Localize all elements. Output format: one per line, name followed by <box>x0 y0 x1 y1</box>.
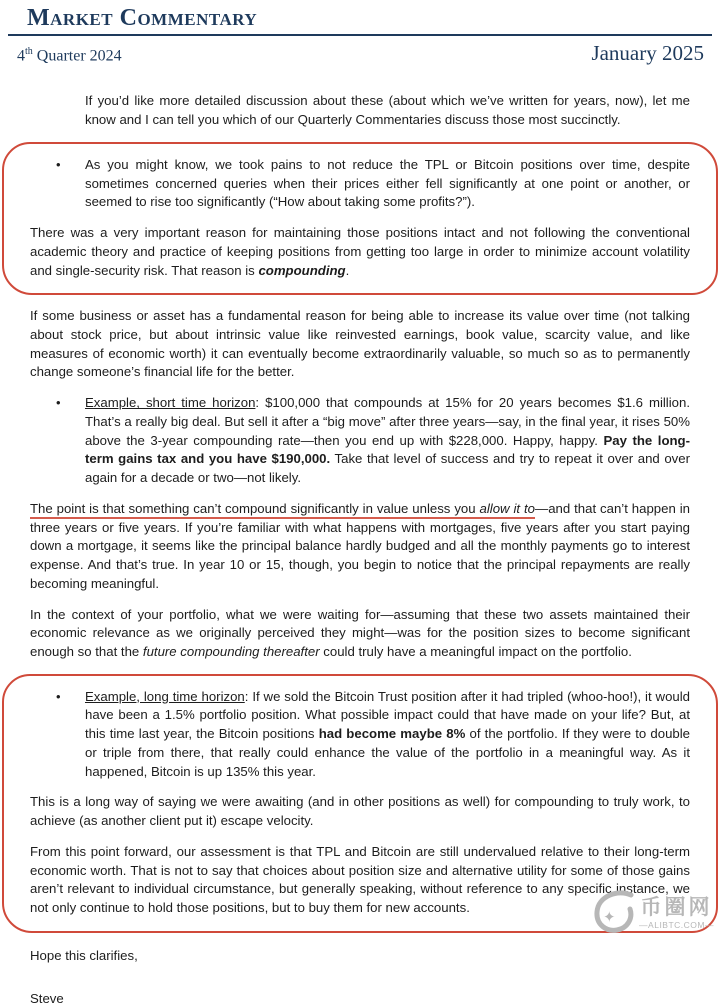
text-segment: Take that level of success and try to repeat it over and over again for a decade or two—not likely. <box>85 451 690 486</box>
underlined-lead-long-horizon: Example, long time horizon <box>85 688 245 704</box>
bullet-dot-icon: • <box>56 688 61 704</box>
bullet-text-long-horizon <box>85 688 690 782</box>
text-segment: . <box>345 262 350 278</box>
closing-line: Hope this clarifies, <box>30 947 138 963</box>
paragraph-the-point <box>30 500 690 594</box>
watermark-cn-label: 币圈网 <box>640 896 713 919</box>
paragraph-compounding-reason <box>30 224 690 280</box>
text-segment: could truly have a meaningful impact on the portfolio. <box>319 644 632 660</box>
text-segment: : $100,000 that compounds at 15% for 20 years becomes $1.6 million. That’s a really big deal. But sell it after a “big move” after three years—say, in the final year, it rises 50% above the 3-year compounding rate—then you end up with $228,000. Happy, happy. <box>85 395 691 448</box>
quarter-ordinal: th <box>25 46 33 58</box>
quarter-label <box>17 46 122 65</box>
paragraph-portfolio-context <box>30 606 690 662</box>
quarter-number: 4 <box>17 47 25 65</box>
svg-text:✦: ✦ <box>603 909 616 926</box>
red-underlined-text: The point is that something can’t compound significantly in value unless you <box>30 501 480 519</box>
date-row <box>17 41 704 66</box>
red-underlined-italic-allow-it-to: allow it to <box>480 501 535 519</box>
text-segment: of the portfolio. If they were to double or triple from there, that really could enhance the value of the portfolio in a meaningful way. As it happened, Bitcoin is up 135% this year. <box>85 726 691 779</box>
italic-future-compounding: future compounding thereafter <box>142 644 320 660</box>
annotation-box-1 <box>2 142 718 295</box>
bold-had-become-8pct: had become maybe 8% <box>318 726 466 742</box>
paragraph-fundamental-value: If some business or asset has a fundamental reason for being able to increase its value over time (not talking about stock price, but about intrinsic value like reinvested earnings, book value, scarcity value, and like measures of economic worth) it can eventually become extraordinarily valuable, so much so as to permanently change someone’s financial life for the better. <box>30 308 690 380</box>
watermark-logo-icon <box>590 888 636 939</box>
watermark <box>590 888 714 939</box>
text-segment: —and that can’t happen in three years or five years. If you’re familiar with what happens with mortgages, five years after you start paying down a mortgage, it seems like the principal balance hardly budged and all the monthly payments go to interest expense. And that’s true. In year 10 or 15, though, you begin to notice that the principal repayments are really becoming meaningful. <box>30 500 690 591</box>
header-rule <box>8 34 712 36</box>
paragraph-intro: If you’d like more detailed discussion about these (about which we’ve written for years, now), let me know and I can tell you which of our Quarterly Commentaries discuss those most succinctly. <box>85 93 690 128</box>
bullet-item-long-horizon <box>30 688 690 782</box>
text-segment: In the context of your portfolio, what we were waiting for—assuming that these two assets maintained their economic relevance as we originally perceived they might—was for the position sizes to become significant enough so that the <box>30 606 690 660</box>
page-title: Market Commentary <box>27 5 258 31</box>
text-segment: : If we sold the Bitcoin Trust position after it had tripled (whoo-hoo!), it would have been a 1.5% portfolio position. What possible impact could that have made on your life? But, at this time last year, the Bitcoin positions <box>85 688 691 742</box>
bullet-item-positions <box>30 156 690 212</box>
bullet-text-positions: As you might know, we took pains to not reduce the TPL or Bitcoin positions over time, despite sometimes concerned queries when their prices either fell significantly at one point or another, or seemed to rise too significantly (“How about taking some profits?”). <box>85 156 690 210</box>
paragraph-assessment: From this point forward, our assessment is that TPL and Bitcoin are still undervalued relative to their long-term economic worth. That is not to say that choices about position size and alternative utility for some of those gains aren’t relevant to individual circumstance, but generally speaking, without reference to any specific instance, we not only continue to hold those positions, but to buy them for new accounts. <box>30 843 690 916</box>
bullet-text-short-horizon <box>85 394 690 488</box>
bold-gains-tax: Pay the long-term gains tax and you have $190,000. <box>85 432 690 467</box>
signature: Steve <box>30 990 64 1006</box>
underlined-lead-short-horizon: Example, short time horizon <box>85 395 256 411</box>
watermark-site-label: —ALIBTC.COM— <box>639 920 714 930</box>
paragraph-escape-velocity: This is a long way of saying we were awaiting (and in other positions as well) for compounding to truly work, to achieve (as another client put it) escape velocity. <box>30 794 690 829</box>
bullet-item-short-horizon <box>30 394 690 488</box>
watermark-text <box>639 897 714 930</box>
quarter-rest: Quarter 2024 <box>32 47 122 65</box>
document-header <box>0 0 720 66</box>
issue-date: January 2025 <box>591 41 704 66</box>
bullet-dot-icon: • <box>56 156 61 172</box>
document-body <box>0 66 720 1008</box>
bullet-dot-icon: • <box>56 395 61 411</box>
text-segment: There was a very important reason for maintaining those positions intact and not following the conventional academic theory and practice of keeping positions from getting too large in order to minimize account volatility and single-security risk. That reason is <box>30 225 690 278</box>
emphasis-compounding: compounding <box>258 262 346 278</box>
